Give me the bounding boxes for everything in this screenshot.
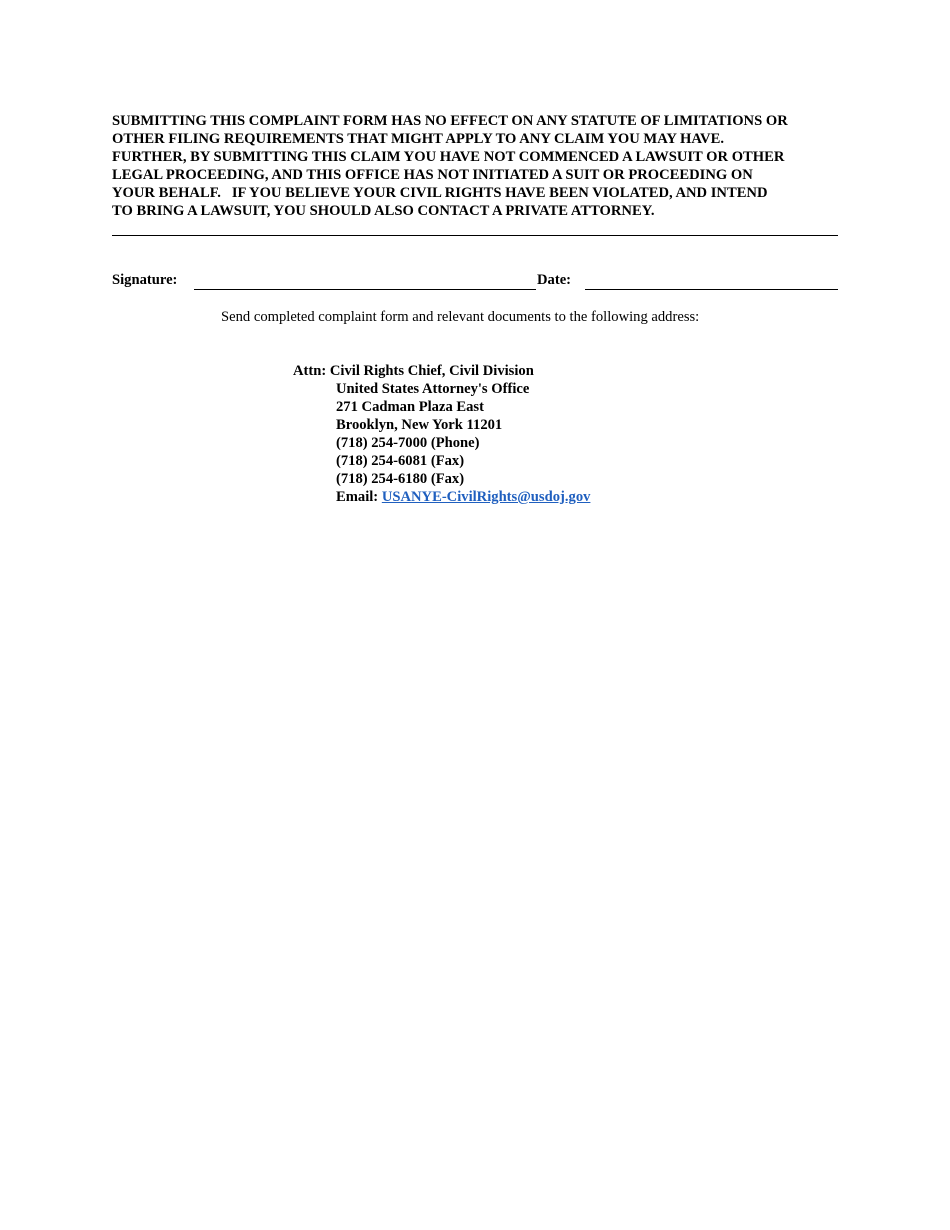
notice-line: TO BRING A LAWSUIT, YOU SHOULD ALSO CONTACT A PRIVATE ATTORNEY. [112, 203, 655, 219]
horizontal-divider [112, 235, 838, 236]
email-label: Email: [336, 489, 382, 505]
email-link[interactable]: USANYE-CivilRights@usdoj.gov [381, 489, 591, 505]
date-field-line[interactable] [585, 289, 838, 290]
address-fax: (718) 254-6180 (Fax) [336, 471, 465, 487]
address-email-row [293, 488, 590, 506]
signature-label: Signature: [112, 272, 178, 288]
signature-field-line[interactable] [194, 289, 536, 290]
address-attn: Attn: Civil Rights Chief, Civil Division [293, 363, 534, 379]
notice-line: LEGAL PROCEEDING, AND THIS OFFICE HAS NOT INITIATED A SUIT OR PROCEEDING ON [112, 167, 753, 183]
notice-line: YOUR BEHALF. IF YOU BELIEVE YOUR CIVIL RIGHTS HAVE BEEN VIOLATED, AND INTEND [112, 185, 768, 201]
address-fax: (718) 254-6081 (Fax) [336, 453, 465, 469]
legal-notice [112, 112, 842, 220]
date-label: Date: [537, 272, 572, 288]
address-street: 271 Cadman Plaza East [336, 399, 484, 415]
address-phone: (718) 254-7000 (Phone) [336, 435, 480, 451]
notice-line: SUBMITTING THIS COMPLAINT FORM HAS NO EFFECT ON ANY STATUTE OF LIMITATIONS OR [112, 113, 788, 129]
notice-line: FURTHER, BY SUBMITTING THIS CLAIM YOU HAVE NOT COMMENCED A LAWSUIT OR OTHER [112, 149, 785, 165]
notice-line: OTHER FILING REQUIREMENTS THAT MIGHT APPLY TO ANY CLAIM YOU MAY HAVE. [112, 131, 724, 147]
mailing-address [293, 362, 590, 506]
address-city: Brooklyn, New York 11201 [336, 417, 503, 433]
submission-instruction: Send completed complaint form and relevant documents to the following address: [221, 309, 700, 325]
address-office: United States Attorney's Office [336, 381, 530, 397]
